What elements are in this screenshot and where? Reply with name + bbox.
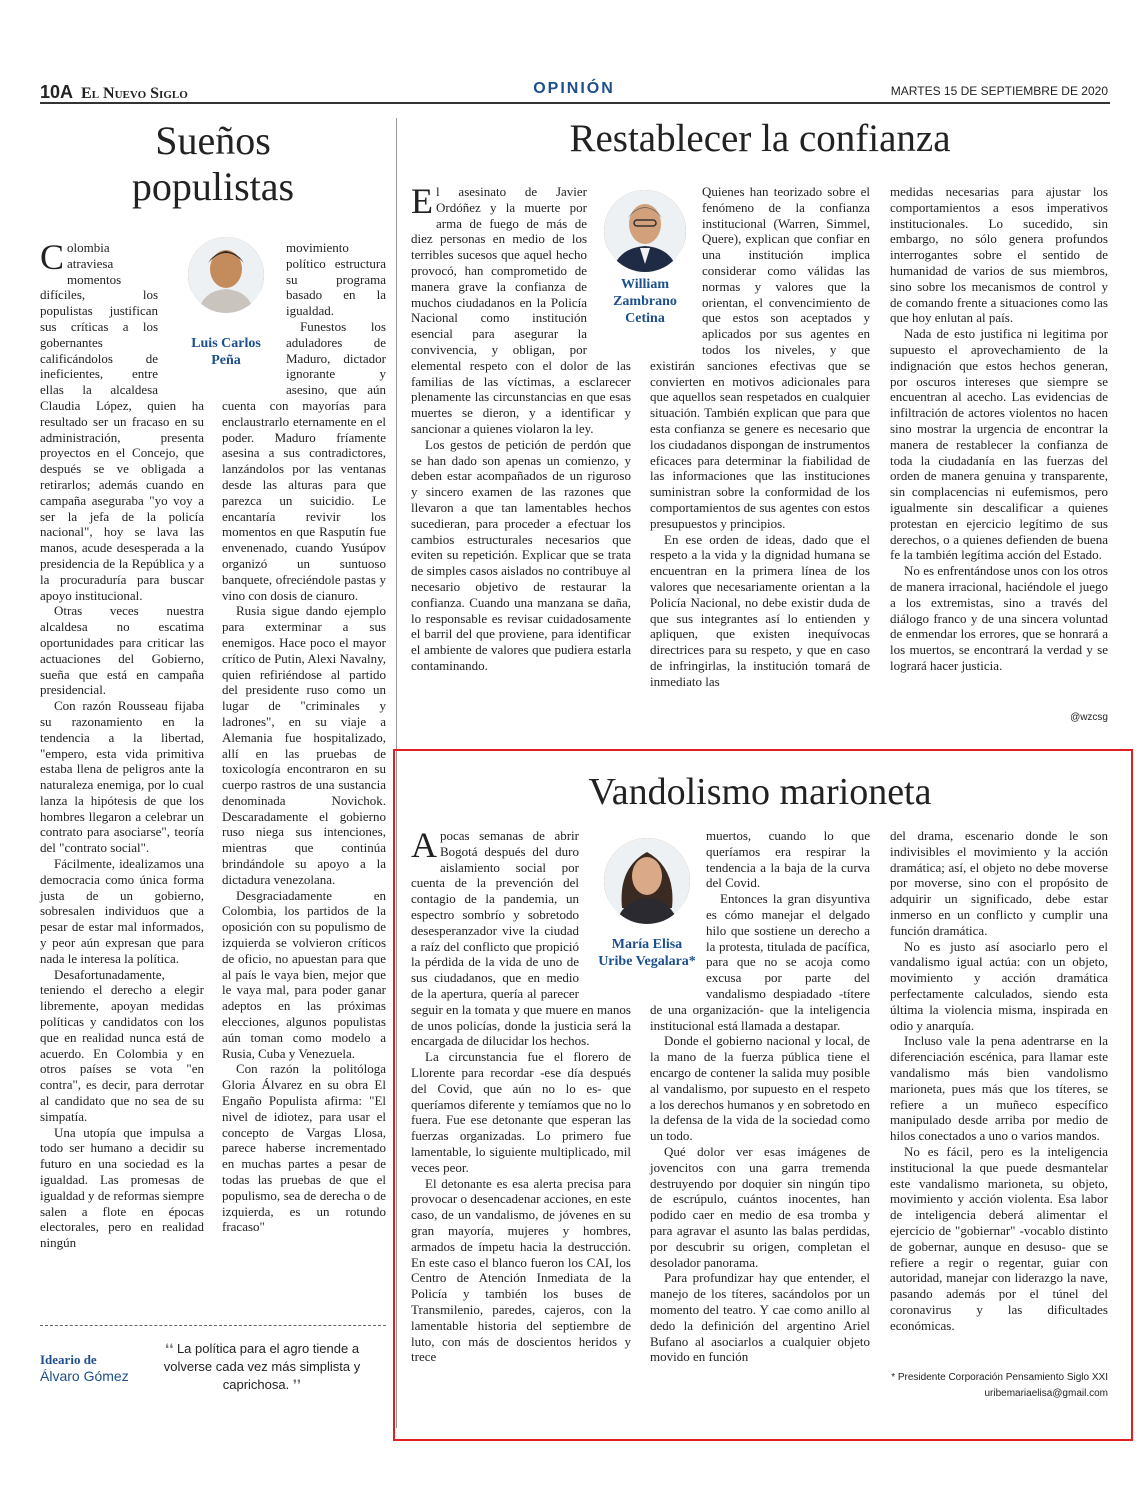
article-title: Vandolismo marioneta — [588, 771, 932, 813]
wrap-spacer — [222, 240, 286, 390]
wrap-spacer — [587, 184, 631, 344]
paragraph: Con razón la politóloga Gloria Álvarez en su obra El Engaño Populista afirma: "El nivel de idiotez, para usar el concepto de Vargas Llosa, parece haberse incrementado en muchas partes a pesar de todas las pruebas de que el populismo, sea de derecha o de izquierda, es un rotundo fracaso" — [222, 1061, 386, 1235]
article-suenos-populistas — [40, 118, 386, 210]
paragraph: En ese orden de ideas, dado que el respeto a la vida y la dignidad humana se encuentran en la primera línea de los valores que necesariamente orientan a la Policía Nacional, no debe existir duda de que sus integrantes así lo entienden y apliquen, que existen inequívocas directrices para su respeto, y que en caso de infringirlas, la institución tomará de inmediato las — [650, 531, 870, 689]
paragraph: Fácilmente, idealizamos una democracia como única forma justa de un gobierno, sobresalen individuos que a pesar de estar mal informados, y peor aún expresan que para nada le interesa la política. — [40, 856, 204, 966]
paragraph: del drama, escenario donde le son indivisibles el movimiento y la acción dramática; así, el objeto no debe moverse por moverse, sino con el propósito de adquirir un significado, debe estar inmerso en un conflicto y cumplir una función dramática. — [890, 828, 1108, 938]
quote-open-icon: ❛❛ — [164, 1341, 174, 1356]
article-column — [890, 184, 1108, 674]
author-name-line: Uribe Vegalara* — [598, 954, 696, 969]
article-column — [222, 240, 386, 1235]
quote-text: La política para el agro tiende a volverse cada vez más simplista y caprichosa. — [163, 1341, 361, 1392]
wrap-spacer — [158, 240, 204, 385]
paragraph: Incluso vale la pena adentrarse en la diferenciación escénica, para llamar este vandalismo más bien vandolismo marioneta, pues más que los títeres, se refiere a un muñeco específico manipulado desde arriba por medio de hilos conectados a uno o varios mandos. — [890, 1033, 1108, 1144]
drop-cap: C — [40, 237, 65, 277]
article-title — [40, 118, 386, 210]
ideario-label: Ideario de — [40, 1352, 97, 1367]
page-number: 10A — [40, 82, 74, 102]
author-footnote: * Presidente Corporación Pensamiento Siglo XXI — [891, 1372, 1108, 1383]
article-title: Restablecer la confianza — [569, 117, 951, 160]
paragraph-text: pocas semanas de abrir Bogotá después del duro aislamiento social por cuenta de la prevención del contagio de la pandemia, un espectro sombrío y sobretodo desesperanzador vive la ciudad a raíz del conflicto que propició la pérdida de la vida de uno de sus ciudadanos, que en medio de la apertura, quería al parecer seguir en la tomata y que muere en manos de unos policías, donde la justicia será la encargada de dilucidar los hechos. — [411, 828, 631, 1049]
article-column — [650, 184, 870, 690]
paragraph: medidas necesarias para ajustar los comportamientos a esos imperativos institucionales. Lo sucedido, sin embargo, no sólo genera profundos interrogantes sobre el sentido de humanidad de varios de sus miembros, sino sobre los mecanismos de control y de comando frente a situaciones como las que hoy enlutan al país. — [890, 184, 1108, 326]
author-name-line: Luis Carlos — [191, 336, 261, 351]
paragraph: Entonces la gran disyuntiva es cómo manejar el delgado hilo que sostiene un derecho a la protesta, titulada de pacífica, para que no se acoja como excusa por parte del vandalismo despiadado -títere de una organización- que la inteligencia institucional está llamada a destapar. — [650, 891, 870, 1033]
header-rule — [40, 102, 1110, 104]
paragraph: Una utopía que impulsa a todo ser humano a decidir su futuro en una sociedad es la igualdad. Las promesas de igualdad y de reformas siempre salen a flote en épocas electorales, pero en realidad ningún — [40, 1124, 204, 1251]
section-title: OPINIÓN — [533, 80, 615, 97]
paragraph: Otras veces nuestra alcaldesa no escatima oportunidades para criticar las actuaciones del Gobierno, sueña que está en campaña presidencial. — [40, 603, 204, 698]
paragraph-text: olombia atraviesa momentos difíciles, los populistas justifican sus críticas a los gobernantes calificándolos de ineficientes, entre ellas la alcaldesa Claudia López, quien ha resultado ser un fracaso en su administración, presenta proyectos en el Concejo, que después se ve obligada a retirarlos; además cuando en campaña aseguraba "yo voy a ser la jefa de la policía nacional", hoy se lava las manos, acude desesperada a la presidencia de la República y a la procuraduría para buscar apoyo institucional. — [40, 240, 204, 603]
wrap-spacer — [650, 828, 706, 1000]
newspaper-name: El Nuevo Siglo — [81, 85, 188, 102]
title-line: Sueños — [155, 118, 271, 163]
author-name-line: María Elisa — [611, 937, 683, 952]
author-handle: @wzcsg — [1070, 712, 1108, 723]
ideario-block — [40, 1352, 140, 1384]
paragraph: Los gestos de petición de perdón que se han dado son apenas un comienzo, y deben estar acompañados de un riguroso y sincero examen de las razones que llevaron a que tan lamentables hechos sucedieran, para proceder a efectuar los cambios estructurales necesarios que eviten su repetición. Explicar que se trata de simples casos aislados no contribuye al necesario objetivo de restaurar la confianza. Cuando una manzana se daña, lo responsable es revisar cuidadosamente el barril del que proviene, para identificar el ambiente de valores que pudiera estarla contaminando. — [411, 436, 631, 673]
paragraph: No es justo así asociarlo pero el vandalismo igual actúa: con un objeto, movimiento y acción dramática perfectamente calculados, siendo esta última la violencia misma, inspirada en odio y anarquía. — [890, 938, 1108, 1033]
paragraph: La circunstancia fue el florero de Llorente para recordar -ese día después del Covid, que aún no lo es- que queríamos diferente y temíamos que no lo fuera. Fue ese detonante que esperan las fuerzas organizadas. Lo primero fue lamentable, lo siguiente multiplicado, mil veces peor. — [411, 1049, 631, 1175]
drop-cap: A — [411, 825, 437, 865]
paragraph: Desafortunadamente, teniendo el derecho a elegir libremente, apoyan medidas políticas y candidatos con los que en realidad nunca está de acuerdo. En Colombia y en otros países se vota "en contra", es decir, para derrotar al candidato que no sea de su simpatía. — [40, 966, 204, 1124]
author-name-line: Peña — [211, 353, 241, 368]
ideario-rule — [40, 1325, 386, 1326]
paragraph: El detonante es esa alerta precisa para provocar o desencadenar acciones, en este caso, de un vandalismo, de jóvenes en su gran mayoría, mujeres y hombres, armados de ímpetu hacia la destrucción. En este caso el blanco fueron los CAI, los Centro de Atención Inmediata de la Policía y también los buses de Transmilenio, paredes, cajeros, con la lamentable historia del septiembre de luto, con más de doscientos heridos y trece — [411, 1175, 631, 1365]
ideario-author: Álvaro Gómez — [40, 1368, 129, 1384]
paragraph: No es enfrentándose unos con los otros de manera irracional, haciéndole el juego a los extremistas, sino a través del diálogo franco y de una sincera voluntad de enmendar los errores, que se honrará a los muertos, se encontrará la verdad y se logrará hacer justicia. — [890, 563, 1108, 673]
ideario-quote — [144, 1340, 380, 1394]
paragraph: Nada de esto justifica ni legitima por supuesto el aprovechamiento de la indignación que estos hechos generan, por oscuros intereses que siempre se encuentran al acecho. Las evidencias de infiltración de actores violentos no hacen sino mostrar la urgencia de encontrar la manera de restablecer la confianza de toda la ciudadanía en las fuerzas del orden de manera genuina y transparente, sin complacencias ni eufemismos, pero igualmente sin descalificar a quienes protestan en ejercicio legítimo de sus derechos, o a quienes defienden de buena fe la también legítima acción del Estado. — [890, 326, 1108, 563]
paragraph-text: l asesinato de Javier Ordóñez y la muerte por arma de fuego de más de diez personas en medio de los terribles sucesos que aquel hecho provocó, han comprometido de manera grave la confianza de muchos ciudadanos en la Policía Nacional como institución esencial para asegurar la convivencia, y obligan, por elemental respeto con el dolor de las familias de las víctimas, a esclarecer plenamente las circunstancias en que esas muertes se dieron, y a identificar y sancionar a quienes violaron la ley. — [411, 184, 631, 436]
paragraph: Qué dolor ver esas imágenes de jovencitos con una garra tremenda destruyendo por doquier sin ningún tipo de escrúpulo, cuántos inocentes, han podido caer en medio de esa tromba y para agravar el asunto las balas perdidas, por descubrir su origen, completan el desolador panorama. — [650, 1143, 870, 1270]
paragraph: Donde el gobierno nacional y local, de la mano de la fuerza pública tiene el encargo de contener la salida muy posible al vandalismo, por supuesto en el respeto a los derechos humanos y en sobretodo en la defensa de la vida de la sociedad como un todo. — [650, 1033, 870, 1144]
article-column — [40, 237, 204, 1251]
article-column — [650, 828, 870, 1365]
paragraph: Funestos los aduladores de Maduro, dictador ignorante y asesino, que aún cuenta con mayorías para enclaustrarlo eternamente en el poder. Maduro fríamente asesina a sus contradictores, lanzándolos por las ventanas desde las alturas para que parezca un suicidio. Le encantaría revivir los momentos en que Rasputín fue envenenado, cuando Yusúpov organizó un suntuoso banquete, ofreciéndole pastas y vino con dosis de cianuro. — [222, 318, 386, 603]
issue-date: MARTES 15 DE SEPTIEMBRE DE 2020 — [890, 84, 1108, 98]
paragraph: movimiento político estructura su programa basado en la igualdad. — [286, 240, 386, 319]
author-name-line: Zambrano — [613, 294, 677, 309]
paragraph: muertos, cuando lo que queríamos era respirar la tendencia a la baja de la curva del Covid. — [706, 828, 870, 891]
author-name-line: Cetina — [625, 311, 665, 326]
quote-close-icon: ❜❜ — [292, 1377, 302, 1392]
article-column — [890, 828, 1108, 1334]
paragraph: No es fácil, pero es la inteligencia institucional la que puede desmantelar este vandalismo marioneta, su objeto, movimiento y acción violenta. Esa labor de inteligencia deberá alimentar el ejercicio de "gobiernar" -vocablo distinto de gobernar, aunque en desuso- que se refiere a regir o regentar, guiar con autoridad, manejar con liderazgo la nave, pasando además por el túnel del coronavirus y las dificultades económicas. — [890, 1143, 1108, 1333]
author-email[interactable]: uribemariaelisa@gmail.com — [984, 1388, 1108, 1399]
article-column — [411, 181, 631, 674]
paragraph: Para profundizar hay que entender, el manejo de los títeres, sacándolos por un momento del teatro. Y cae como anillo al dedo la definición del argentino Ariel Bufano al asociarlos a cualquier objeto movido en función — [650, 1270, 870, 1365]
article-column — [411, 825, 631, 1365]
wrap-spacer — [650, 184, 702, 344]
wrap-spacer — [579, 828, 631, 998]
paragraph: Desgraciadamente en Colombia, los partidos de la oposición con su populismo de izquierda se volvieron críticos de oficio, no apuestan para que al país le vaya bien, mejor que le vaya mal, para poder ganar adeptos en las próximas elecciones, algunos populistas aún toman como modelo a Rusia, Cuba y Venezuela. — [222, 887, 386, 1061]
drop-cap: E — [411, 181, 433, 221]
paragraph: Rusia sigue dando ejemplo para exterminar a sus enemigos. Hace poco el mayor crítico de Putin, Alexi Navalny, quien refiriéndose al partido del presidente ruso como un lugar de "criminales y ladrones", en su viaje a Alemania fue hospitalizado, allí en las pruebas de toxicología encontraron en su cuerpo rastros de una sustancia denominada Novichok. Descaradamente el gobierno ruso niega sus intenciones, mientras que continúa brindándole su apoyo a la dictadura venezolana. — [222, 603, 386, 887]
paragraph: Quienes han teorizado sobre el fenómeno de la confianza institucional (Warren, Simmel, Quere), explican que confiar en una institución implica considerar como válidas las normas y valores que la orientan, el convencimiento de que estos son aceptados y aplicados por sus agentes en todos los niveles, y que existirán sanciones efectivas que se convierten en motivos adicionales para que aquellos sean respetados en cualquier situación. También explican que para que esta confianza se genere es necesario que los ciudadanos dispongan de instrumentos eficaces para determinar la fiabilidad de las informaciones que las instituciones suministran sobre la conformidad de los comportamientos de sus agentes con estos presupuestos y principios. — [650, 184, 870, 531]
title-line: populistas — [131, 164, 295, 209]
author-name-line: William — [621, 277, 669, 292]
paragraph: Con razón Rousseau fijaba su razonamiento en la tendencia a la libertad, "empero, esta vida primitiva estaba llena de peligros ante la naturaleza enemiga, por lo cual lanza la hipótesis de que los hombres llegaron a celebrar un contrato para asociarse", teoría del "contrato social". — [40, 698, 204, 856]
